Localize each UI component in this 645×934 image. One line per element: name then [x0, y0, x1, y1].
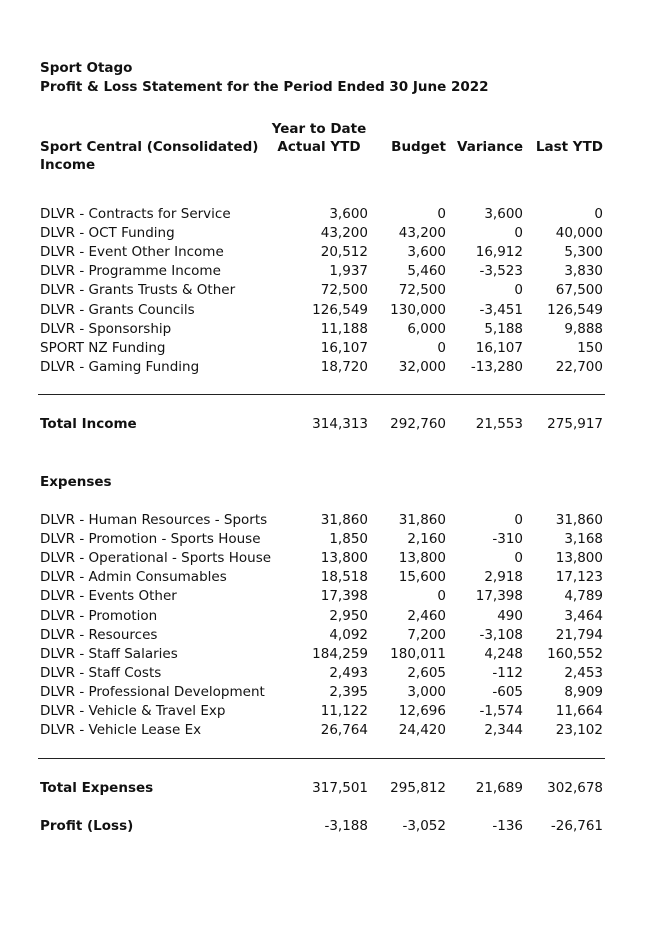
cell-actual: 26,764 — [320, 722, 368, 739]
column-header-actual-line2: Actual YTD — [277, 139, 361, 155]
cell-last-ytd: 3,464 — [564, 607, 603, 624]
cell-actual: 18,518 — [320, 569, 368, 586]
cell-budget: 7,200 — [407, 626, 446, 643]
cell-actual: 43,200 — [320, 225, 368, 242]
cell-actual: 17,398 — [320, 588, 368, 605]
cell-budget: 31,860 — [398, 512, 446, 528]
divider-expenses — [38, 758, 605, 759]
cell-last-ytd: 40,000 — [555, 225, 603, 242]
cell-actual: -3,188 — [324, 818, 368, 834]
cell-actual: 11,122 — [320, 703, 368, 719]
cell-last-ytd: 21,794 — [555, 626, 603, 643]
cell-budget: 3,000 — [407, 683, 446, 700]
row-label: DLVR - Promotion — [40, 607, 158, 624]
cell-budget: 6,000 — [407, 320, 446, 337]
cell-budget: 43,200 — [398, 225, 446, 242]
row-label: DLVR - Gaming Funding — [40, 358, 200, 375]
cell-budget: 5,460 — [407, 263, 446, 280]
cell-last-ytd: 9,888 — [564, 320, 603, 337]
cell-variance: 0 — [514, 282, 523, 299]
column-header-actual-line1: Year to Date — [271, 121, 367, 137]
cell-last-ytd: 8,909 — [564, 683, 603, 700]
row-label: DLVR - Professional Development — [40, 683, 265, 700]
row-label: DLVR - Operational - Sports House — [40, 550, 272, 567]
cell-variance: 16,912 — [475, 244, 523, 261]
cell-last-ytd: 17,123 — [555, 569, 603, 586]
cell-budget: 0 — [437, 588, 446, 605]
row-label: DLVR - Vehicle Lease Ex — [40, 722, 202, 739]
cell-budget: 15,600 — [398, 569, 446, 586]
cell-actual: 2,493 — [329, 664, 368, 681]
row-label: Profit (Loss) — [40, 818, 134, 834]
cell-actual: 314,313 — [312, 416, 368, 432]
cell-actual: 72,500 — [320, 282, 368, 299]
cell-actual: 13,800 — [320, 550, 368, 567]
cell-last-ytd: 67,500 — [555, 282, 603, 299]
cell-variance: -3,451 — [479, 301, 523, 318]
cell-budget: 72,500 — [398, 282, 446, 299]
cell-actual: 31,860 — [320, 512, 368, 528]
cell-budget: 292,760 — [390, 416, 446, 432]
cell-last-ytd: 5,300 — [564, 244, 603, 261]
cell-actual: 126,549 — [312, 301, 368, 318]
cell-budget: 2,460 — [407, 607, 446, 624]
column-header-last-ytd: Last YTD — [535, 139, 603, 155]
cell-last-ytd: 160,552 — [547, 645, 603, 662]
cell-last-ytd: 302,678 — [547, 780, 603, 796]
row-label: DLVR - Contracts for Service — [40, 206, 231, 222]
cell-variance: 490 — [497, 607, 523, 624]
cell-budget: 0 — [437, 206, 446, 222]
cell-actual: 11,188 — [320, 320, 368, 337]
cell-actual: 317,501 — [312, 780, 368, 796]
row-label: DLVR - Grants Councils — [40, 301, 195, 318]
cell-budget: 12,696 — [398, 703, 446, 719]
section-label: Sport Central (Consolidated) — [40, 139, 259, 155]
cell-last-ytd: 3,830 — [564, 263, 603, 280]
cell-variance: 2,344 — [484, 722, 523, 739]
row-label: DLVR - Sponsorship — [40, 320, 172, 337]
cell-budget: 295,812 — [390, 780, 446, 796]
cell-actual: 2,950 — [329, 607, 368, 624]
cell-variance: 0 — [514, 512, 523, 528]
cell-last-ytd: 23,102 — [555, 722, 603, 739]
cell-last-ytd: 275,917 — [547, 416, 603, 432]
cell-last-ytd: 31,860 — [555, 512, 603, 528]
cell-last-ytd: 11,664 — [555, 703, 603, 719]
row-label: Total Income — [40, 416, 137, 432]
cell-actual: 2,395 — [329, 683, 368, 700]
cell-last-ytd: 3,168 — [564, 531, 603, 548]
cell-variance: -136 — [492, 818, 523, 834]
cell-variance: -605 — [492, 683, 523, 700]
statement-title: Profit & Loss Statement for the Period Ended 30 June 2022 — [40, 79, 489, 95]
row-label: DLVR - Programme Income — [40, 263, 221, 280]
cell-budget: 180,011 — [390, 645, 446, 662]
row-label: DLVR - Admin Consumables — [40, 569, 227, 586]
cell-budget: 3,600 — [407, 244, 446, 261]
cell-variance: -1,574 — [479, 703, 523, 719]
row-label: DLVR - Staff Costs — [40, 664, 162, 681]
cell-variance: 2,918 — [484, 569, 523, 586]
cell-variance: 21,689 — [475, 780, 523, 796]
cell-variance: 4,248 — [484, 645, 523, 662]
row-label: DLVR - Human Resources - Sports — [40, 512, 268, 528]
cell-variance: -310 — [492, 531, 523, 548]
org-name: Sport Otago — [40, 60, 133, 76]
cell-budget: 2,160 — [407, 531, 446, 548]
column-header-budget: Budget — [391, 139, 446, 155]
cell-actual: 20,512 — [320, 244, 368, 261]
row-label: DLVR - Grants Trusts & Other — [40, 282, 236, 299]
cell-variance: 5,188 — [484, 320, 523, 337]
row-label: DLVR - Event Other Income — [40, 244, 224, 261]
cell-last-ytd: 22,700 — [555, 358, 603, 375]
row-label: DLVR - Vehicle & Travel Exp — [40, 703, 226, 719]
cell-variance: -13,280 — [470, 358, 523, 375]
cell-variance: 0 — [514, 550, 523, 567]
expenses-heading: Expenses — [40, 474, 112, 490]
cell-actual: 16,107 — [320, 339, 368, 356]
row-label: Total Expenses — [40, 780, 154, 796]
cell-last-ytd: -26,761 — [550, 818, 603, 834]
cell-budget: 0 — [437, 339, 446, 356]
cell-variance: -3,523 — [479, 263, 523, 280]
cell-actual: 1,937 — [329, 263, 368, 280]
cell-budget: 2,605 — [407, 664, 446, 681]
cell-budget: 24,420 — [398, 722, 446, 739]
cell-actual: 4,092 — [329, 626, 368, 643]
cell-budget: 130,000 — [390, 301, 446, 318]
row-label: DLVR - Staff Salaries — [40, 645, 178, 662]
cell-variance: 16,107 — [475, 339, 523, 356]
cell-variance: 21,553 — [475, 416, 523, 432]
cell-variance: 17,398 — [475, 588, 523, 605]
row-label: SPORT NZ Funding — [40, 339, 166, 356]
cell-last-ytd: 150 — [577, 339, 603, 356]
cell-budget: 32,000 — [398, 358, 446, 375]
cell-last-ytd: 4,789 — [564, 588, 603, 605]
cell-actual: 3,600 — [329, 206, 368, 222]
row-label: DLVR - Promotion - Sports House — [40, 531, 261, 548]
cell-budget: -3,052 — [402, 818, 446, 834]
income-heading: Income — [40, 157, 96, 173]
cell-variance: -112 — [492, 664, 523, 681]
cell-last-ytd: 13,800 — [555, 550, 603, 567]
cell-variance: -3,108 — [479, 626, 523, 643]
cell-last-ytd: 2,453 — [564, 664, 603, 681]
column-header-variance: Variance — [457, 139, 523, 155]
divider-income — [38, 394, 605, 395]
cell-variance: 0 — [514, 225, 523, 242]
cell-last-ytd: 0 — [594, 206, 603, 222]
row-label: DLVR - OCT Funding — [40, 225, 175, 242]
cell-actual: 1,850 — [329, 531, 368, 548]
cell-last-ytd: 126,549 — [547, 301, 603, 318]
cell-actual: 18,720 — [320, 358, 368, 375]
cell-budget: 13,800 — [398, 550, 446, 567]
cell-actual: 184,259 — [312, 645, 368, 662]
row-label: DLVR - Resources — [40, 626, 158, 643]
row-label: DLVR - Events Other — [40, 588, 177, 605]
cell-variance: 3,600 — [484, 206, 523, 222]
